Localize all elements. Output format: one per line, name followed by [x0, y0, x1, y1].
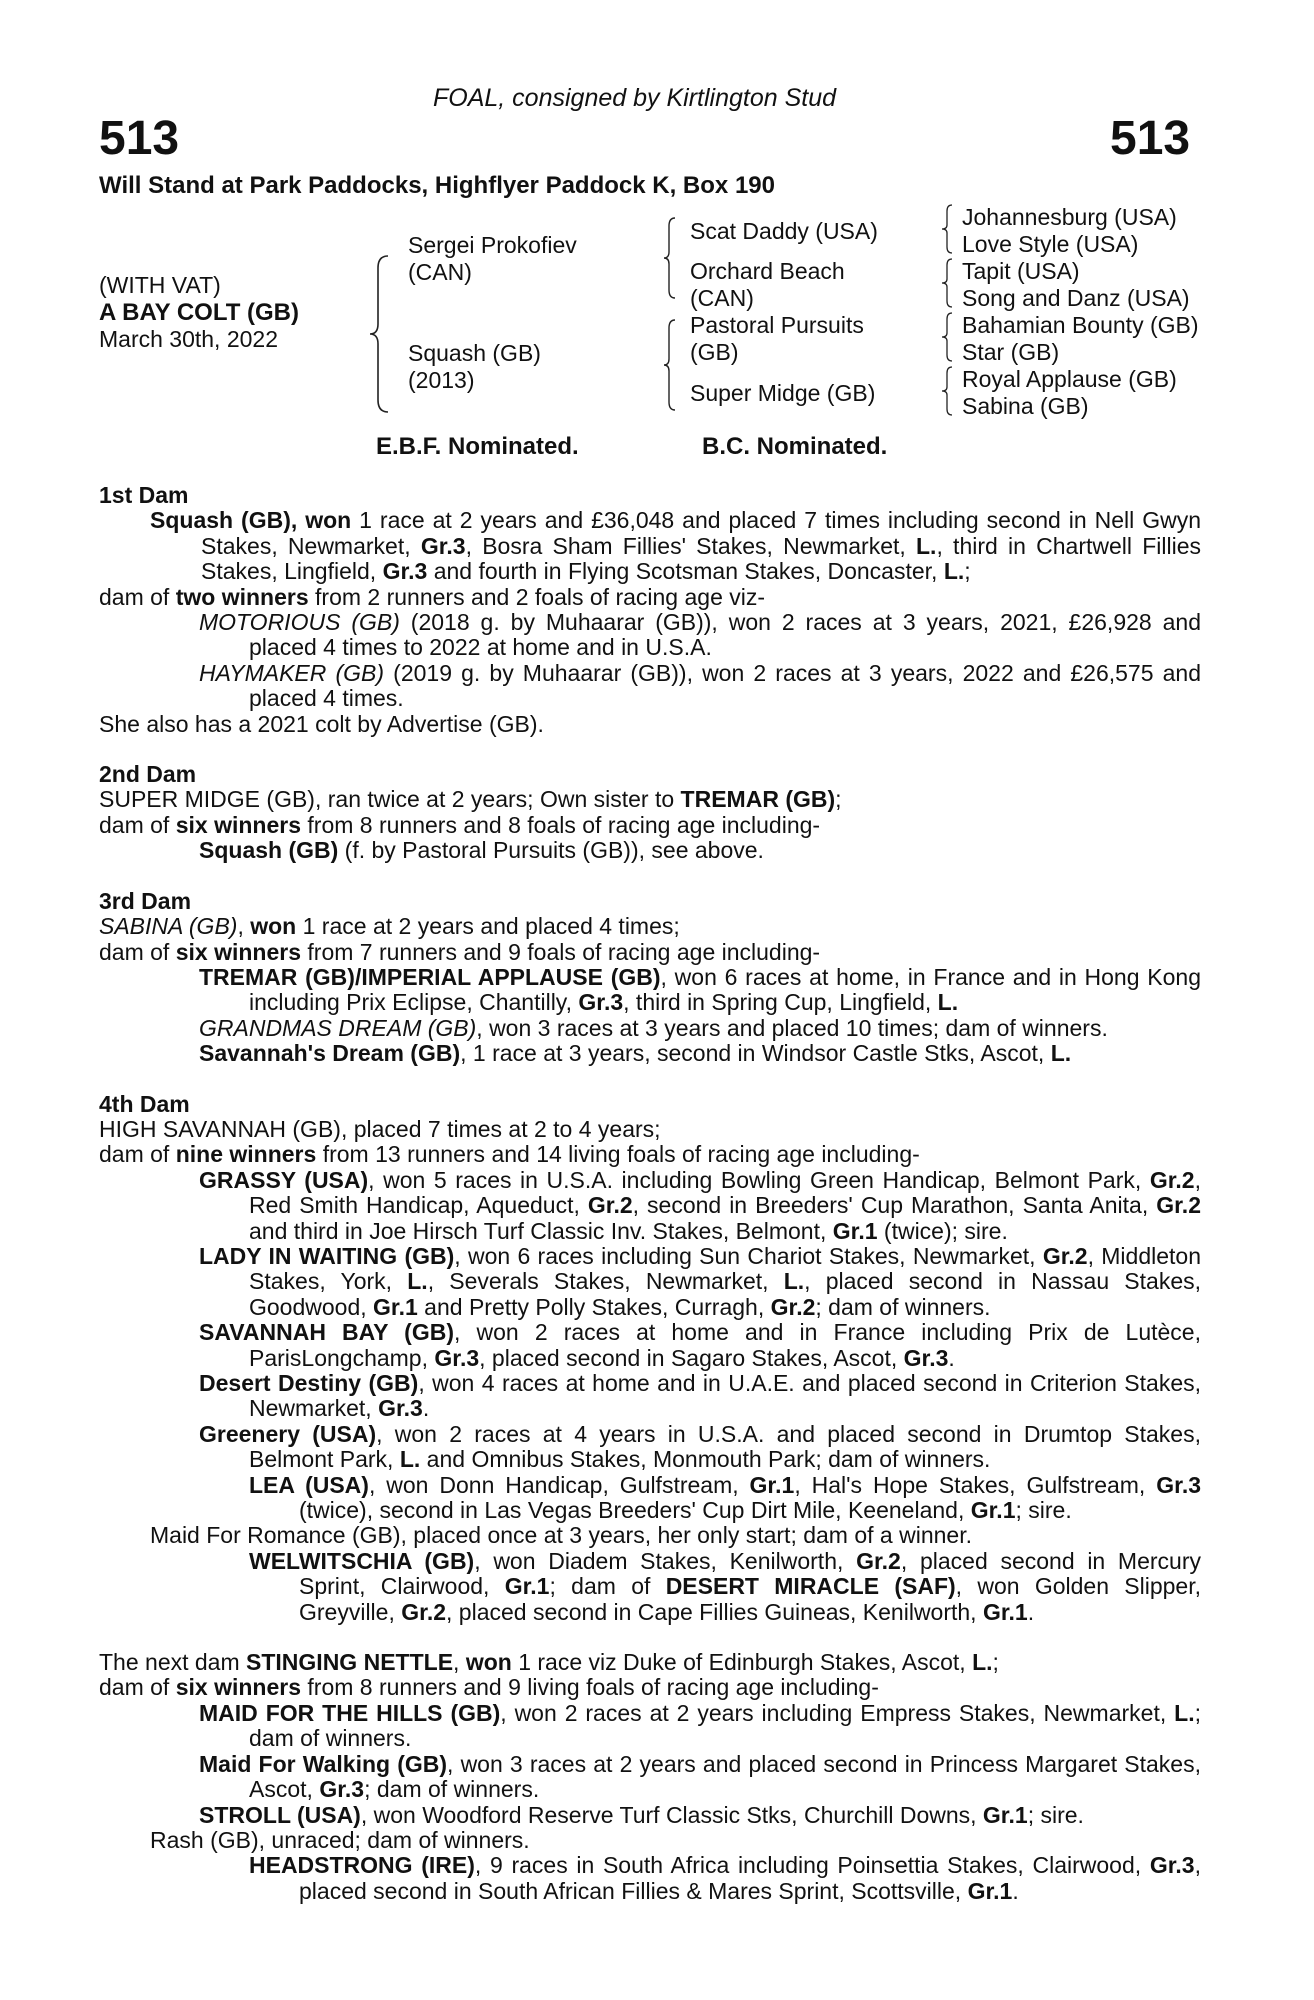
sire-dam: Orchard Beach	[690, 258, 845, 284]
dam4-produce-savannah-bay: SAVANNAH BAY (GB), won 2 races at home and in France including Prix de Lutèce, ParisLongchamp, Gr.3, placed second in Sagaro Stakes, Ascot, Gr.3.	[199, 1319, 1201, 1371]
dam1-won: won	[305, 507, 352, 534]
dam2-heading: 2nd Dam	[99, 761, 197, 788]
dam3-heading: 3rd Dam	[99, 887, 192, 914]
dam3-produce-2: GRANDMAS DREAM (GB), won 3 races at 3 years and placed 10 times; dam of winners.	[199, 1014, 1108, 1041]
dam4-produce-desert-destiny: Desert Destiny (GB), won 4 races at home and in U.A.E. and placed second in Criterion Stakes, Newmarket, Gr.3.	[199, 1370, 1201, 1422]
catalogue-body	[99, 483, 1201, 1904]
dam3-produce-1: TREMAR (GB)/IMPERIAL APPLAUSE (GB), won 6 races at home, in France and in Hong Kong including Prix Eclipse, Chantilly, Gr.3, third in Spring Cup, Lingfield, L.	[199, 963, 1201, 1016]
bc-nomination: B.C. Nominated.	[702, 433, 888, 460]
sire-name: Sergei Prokofiev	[408, 232, 577, 258]
dam1-record: Squash (GB), won 1 race at 2 years and £36,048 and placed 7 times including second in Nell Gwyn Stakes, Newmarket, Gr.3, Bosra Sham Fillies' Stakes, Newmarket, L., third in Chartwell Fillies Stakes, Lingfield, Gr.3 and fourth in Flying Scotsman Stakes, Doncaster, L.;	[150, 507, 1202, 585]
dam1-also: She also has a 2021 colt by Advertise (GB).	[99, 710, 544, 737]
sire-country: (CAN)	[408, 259, 472, 285]
dam4-heading: 4th Dam	[99, 1090, 190, 1117]
dam3-produce-summary: dam of six winners from 7 runners and 9 foals of racing age including-	[99, 938, 821, 965]
stand-location: Will Stand at Park Paddocks, Highflyer Paddock K, Box 190	[99, 172, 775, 199]
pedigree-brace-main	[368, 254, 392, 414]
ancestor-g5: Bahamian Bounty (GB)	[962, 312, 1199, 338]
nextdam-produce-rash: Rash (GB), unraced; dam of winners.	[150, 1826, 530, 1853]
ancestor-g4: Song and Danz (USA)	[962, 285, 1190, 311]
sire-sire: Scat Daddy (USA)	[690, 218, 878, 244]
dam4-produce-welwitschia: WELWITSCHIA (GB), won Diadem Stakes, Kenilworth, Gr.2, placed second in Mercury Sprint, Clairwood, Gr.1; dam of DESERT MIRACLE (SAF), won Golden Slipper, Greyville, Gr.2, placed second in Cape Fillies Guineas, Kenilworth, Gr.1.	[249, 1547, 1201, 1625]
dam1-produce-summary: dam of two winners from 2 runners and 2 foals of racing age viz-	[99, 583, 766, 610]
dam2-produce-summary: dam of six winners from 8 runners and 8 foals of racing age including-	[99, 811, 821, 838]
dam3-produce-3: Savannah's Dream (GB), 1 race at 3 years, second in Windsor Castle Stks, Ascot, L.	[199, 1040, 1072, 1067]
ancestor-g2: Love Style (USA)	[962, 231, 1139, 257]
dam-sire: Pastoral Pursuits	[690, 312, 864, 338]
nextdam-produce-mfh: MAID FOR THE HILLS (GB), won 2 races at 2 years including Empress Stakes, Newmarket, L.; dam of winners.	[199, 1699, 1201, 1752]
lot-number-left: 513	[99, 112, 180, 165]
dam1-horse: Squash (GB)	[150, 507, 291, 534]
brace-g3	[940, 311, 954, 363]
lot-horse-name: A BAY COLT (GB)	[99, 299, 300, 326]
ancestor-g8: Sabina (GB)	[962, 393, 1089, 419]
dam4-produce-grassy: GRASSY (USA), won 5 races in U.S.A. including Bowling Green Handicap, Belmont Park, Gr.2, Red Smith Handicap, Aqueduct, Gr.2, second in Breeders' Cup Marathon, Santa Anita, Gr.2 and third in Joe Hirsch Turf Classic Inv. Stakes, Belmont, Gr.1 (twice); sire.	[199, 1166, 1201, 1244]
nextdam-produce-stroll: STROLL (USA), won Woodford Reserve Turf Classic Stks, Churchill Downs, Gr.1; sire.	[199, 1801, 1084, 1828]
nextdam-produce-headstrong: HEADSTRONG (IRE), 9 races in South Africa including Poinsettia Stakes, Clairwood, Gr.3, placed second in South African Fillies & Mares Sprint, Scottsville, Gr.1.	[249, 1852, 1201, 1904]
dam2-record: SUPER MIDGE (GB), ran twice at 2 years; Own sister to TREMAR (GB);	[99, 786, 842, 813]
dam4-record: HIGH SAVANNAH (GB), placed 7 times at 2 to 4 years;	[99, 1115, 661, 1142]
dam4-produce-lea: LEA (USA), won Donn Handicap, Gulfstream, Gr.1, Hal's Hope Stakes, Gulfstream, Gr.3 (twice), second in Las Vegas Breeders' Cup Dirt Mile, Keeneland, Gr.1; sire.	[249, 1471, 1202, 1524]
nextdam-record: The next dam STINGING NETTLE, won 1 race viz Duke of Edinburgh Stakes, Ascot, L.;	[99, 1649, 999, 1676]
ancestor-g3: Tapit (USA)	[962, 258, 1080, 284]
dam4-produce-summary: dam of nine winners from 13 runners and 14 living foals of racing age including-	[99, 1141, 920, 1168]
lot-number-right: 513	[1110, 112, 1191, 165]
ebf-nomination: E.B.F. Nominated.	[376, 433, 579, 460]
foaling-date: March 30th, 2022	[99, 326, 279, 352]
dam-sire-country: (GB)	[690, 339, 739, 365]
dam4-produce-greenery: Greenery (USA), won 2 races at 4 years in U.S.A. and placed second in Drumtop Stakes, Belmont Park, L. and Omnibus Stakes, Monmouth Park; dam of winners.	[199, 1420, 1201, 1473]
ancestor-g7: Royal Applause (GB)	[962, 366, 1177, 392]
dam4-produce-maid-for-romance: Maid For Romance (GB), placed once at 3 years, her only start; dam of a winner.	[150, 1522, 972, 1549]
pedigree-brace-sire	[662, 216, 678, 300]
dam1-heading: 1st Dam	[99, 482, 189, 508]
consignment-line: FOAL, consigned by Kirtlington Stud	[433, 84, 837, 112]
sire-dam-country: (CAN)	[690, 285, 754, 311]
ancestor-g1: Johannesburg (USA)	[962, 204, 1177, 230]
dam4-produce-lady: LADY IN WAITING (GB), won 6 races including Sun Chariot Stakes, Newmarket, Gr.2, Middleton Stakes, York, L., Severals Stakes, Newmarket, L., placed second in Nassau Stakes, Goodwood, Gr.1 and Pretty Polly Stakes, Curragh, Gr.2; dam of winners.	[199, 1242, 1201, 1320]
dam1-produce-1: MOTORIOUS (GB) (2018 g. by Muhaarar (GB)), won 2 races at 3 years, 2021, £26,928 and placed 4 times to 2022 at home and in U.S.A.	[199, 609, 1201, 661]
pedigree-brace-dam	[662, 318, 678, 412]
nextdam-produce-mfw: Maid For Walking (GB), won 3 races at 2 years and placed second in Princess Margaret Stakes, Ascot, Gr.3; dam of winners.	[199, 1750, 1201, 1803]
brace-g4	[940, 365, 954, 417]
brace-g2	[940, 257, 954, 309]
dam-year: (2013)	[408, 367, 475, 393]
dam-dam: Super Midge (GB)	[690, 380, 876, 406]
dam2-produce-1: Squash (GB) (f. by Pastoral Pursuits (GB)), see above.	[199, 837, 764, 864]
nextdam-produce-summary: dam of six winners from 8 runners and 9 living foals of racing age including-	[99, 1674, 879, 1701]
ancestor-g6: Star (GB)	[962, 339, 1060, 365]
dam-name: Squash (GB)	[408, 340, 541, 366]
vat-note: (WITH VAT)	[99, 272, 221, 298]
brace-g1	[940, 203, 954, 255]
dam3-record: SABINA (GB), won 1 race at 2 years and placed 4 times;	[99, 913, 680, 940]
dam1-produce-2: HAYMAKER (GB) (2019 g. by Muhaarar (GB)), won 2 races at 3 years, 2022 and £26,575 and placed 4 times.	[199, 659, 1201, 712]
